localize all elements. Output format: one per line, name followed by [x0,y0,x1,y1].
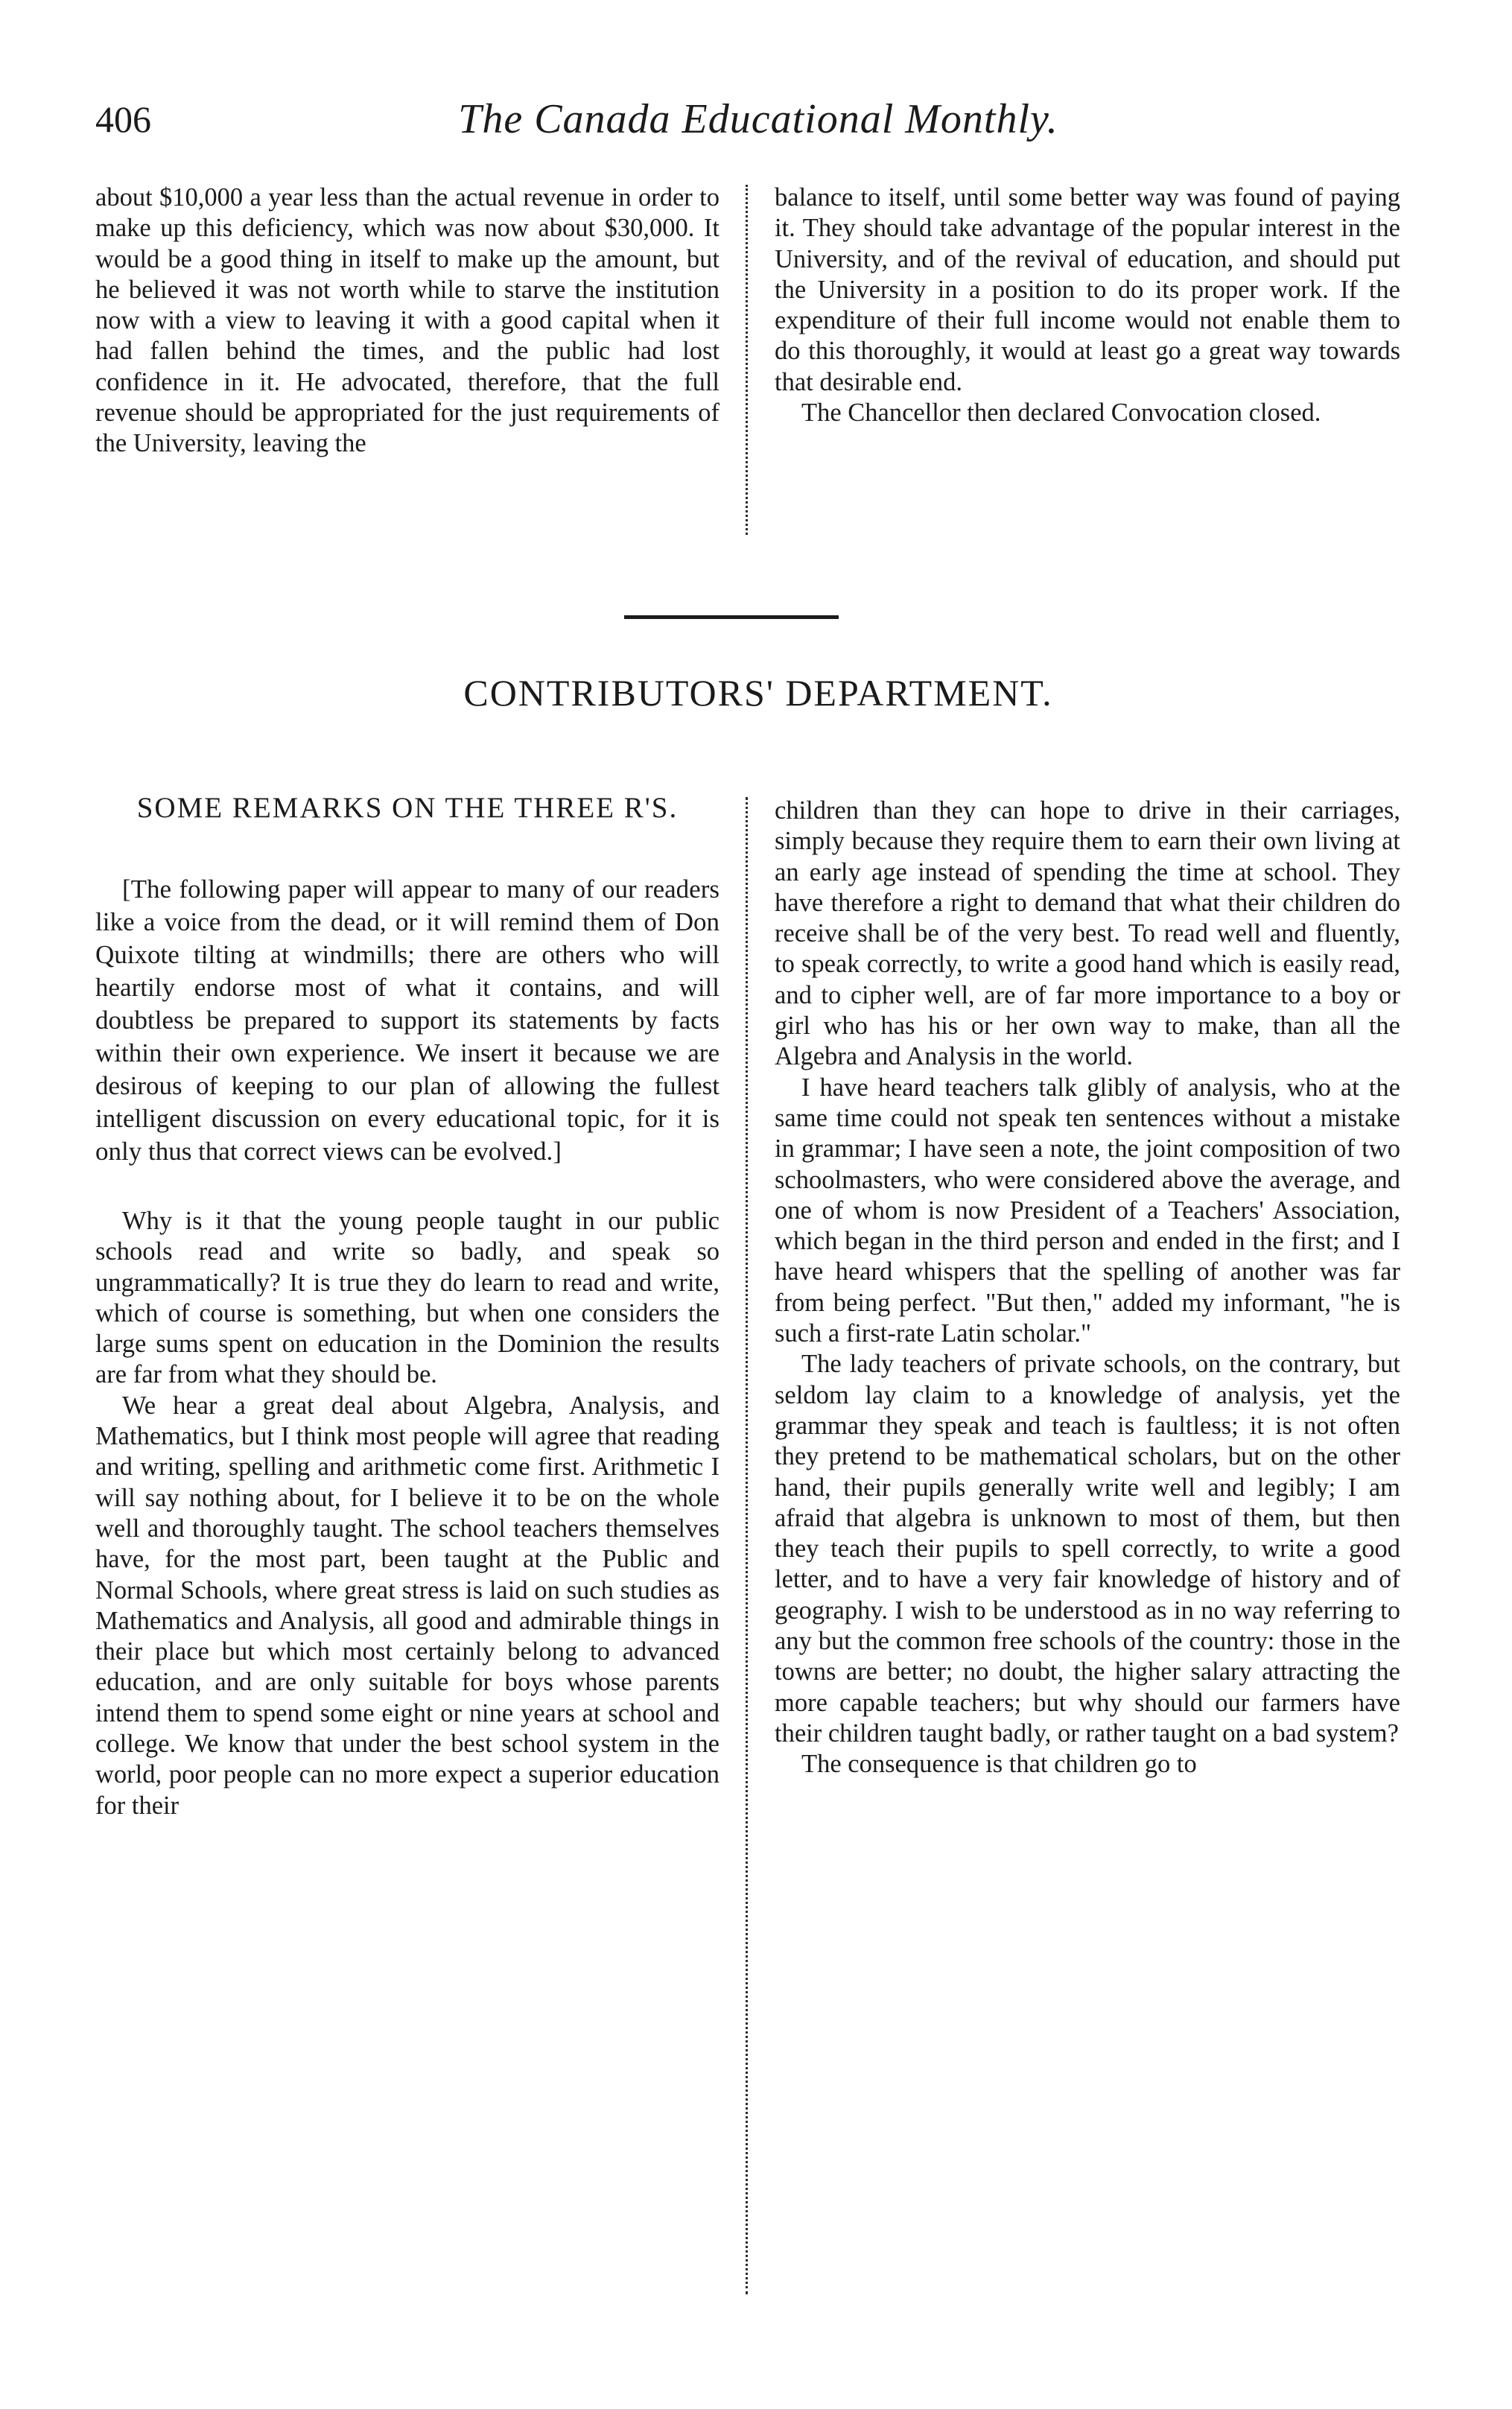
article-title: SOME REMARKS ON THE THREE R'S. [136,792,679,824]
continued-text-right [775,182,1400,428]
article-body-right [775,796,1400,1780]
page-number: 406 [95,98,151,140]
article-paragraph: The consequence is that children go to [801,1750,1197,1779]
article-paragraph: children than they can hope to drive in their carriages, simply because they require them to earn their own living at an early age instead of spending the time at school. They have therefore a right to demand that what their children do receive shall be of the very best. To read well and fluently, to speak correctly, to write a good hand which is easily read, and to cipher well, are of far more importance to a boy or girl who has his or her own way to make, than all the Algebra and Analysis in the world. [775,796,1400,1071]
article-paragraph: The lady teachers of private schools, on the contrary, but seldom lay claim to a knowledge of analysis, yet the grammar they speak and teach is faultless; it is not often they pretend to be mathematical scholars, but on the other hand, their pupils generally write well and legibly; I am afraid that algebra is unknown to most of them, but then they teach their pupils to spell correctly, to write a good letter, and to have a very fair knowledge of history and of geography. I wish to be understood as in no way referring to any but the common free schools of the country: those in the towns are better; no doubt, the higher salary attracting the more capable teachers; but why should our farmers have their children taught badly, or rather taught on a bad system? [775,1350,1400,1748]
article-paragraph: Why is it that the young people taught in our public schools read and write so badly, and speak so ungrammatically? It is true they do learn to read and write, which of course is something, but when one considers the large sums spent on education in the Dominion the results are far from what they should be. [95,1207,720,1389]
continued-text-left [95,182,720,460]
article-paragraph: We hear a great deal about Algebra, Analysis, and Mathematics, but I think most people will agree that reading and writing, spelling and arithmetic come first. Arithmetic I will say nothing about, for I believe it to be on the whole well and thoroughly taught. The school teachers themselves have, for the most part, been taught at the Public and Normal Schools, where great stress is laid on such studies as Mathematics and Analysis, all good and admirable things in their place but which most certainly belong to advanced education, and are only suitable for boys whose parents intend them to spend some eight or nine years at school and college. We know that under the best school system in the world, poor people can no more expect a superior education for their [95,1391,720,1820]
continued-paragraph: about $10,000 a year less than the actual revenue in order to make up this deficiency, which was now about $30,000. It would be a good thing in itself to make up the amount, but he believed it was not worth while to starve the institution now with a view to leaving it with a good capital when it had fallen behind the times, and the public had lost confidence in it. He advocated, therefore, that the full revenue should be appropriated for the just requirements of the University, leaving the [95,183,720,458]
article-body-left [95,1206,720,1821]
column-divider [746,185,748,535]
section-divider-rule [624,615,839,619]
column-divider [746,797,748,2294]
continued-paragraph: balance to itself, until some better way was found of paying it. They should take advantage of the popular interest in the University, and of the revival of education, and should put the University in a position to do its proper work. If the expenditure of their full income would not enable them to do this thoroughly, it would at least go a great way towards that desirable end. [775,183,1400,396]
journal-title: The Canada Educational Monthly. [458,96,1058,142]
editor-note [95,873,720,1168]
editor-note-text: [The following paper will appear to many of our readers like a voice from the dead, or it will remind them of Don Quixote tilting at windmills; there are others who will heartily endorse most of what it contains, and will doubtless be prepared to support its statements by facts within their own experience. We insert it because we are desirous of keeping to our plan of allowing the fullest intelligent discussion on every educational topic, for it is only thus that correct views can be evolved.] [95,875,720,1166]
closing-paragraph: The Chancellor then declared Convocation closed. [801,399,1321,428]
section-heading: CONTRIBUTORS' DEPARTMENT. [463,672,1053,714]
running-head [95,89,1421,149]
article-paragraph: I have heard teachers talk glibly of analysis, who at the same time could not speak ten sentences without a mistake in grammar; I have seen a note, the joint composition of two schoolmasters, who were considered above the average, and one of whom is now President of a Teachers' Association, which began in the third person and ended in the first; and I have heard whispers that the spelling of another was far from being perfect. "But then," added my informant, "he is such a first-rate Latin scholar." [775,1073,1400,1348]
